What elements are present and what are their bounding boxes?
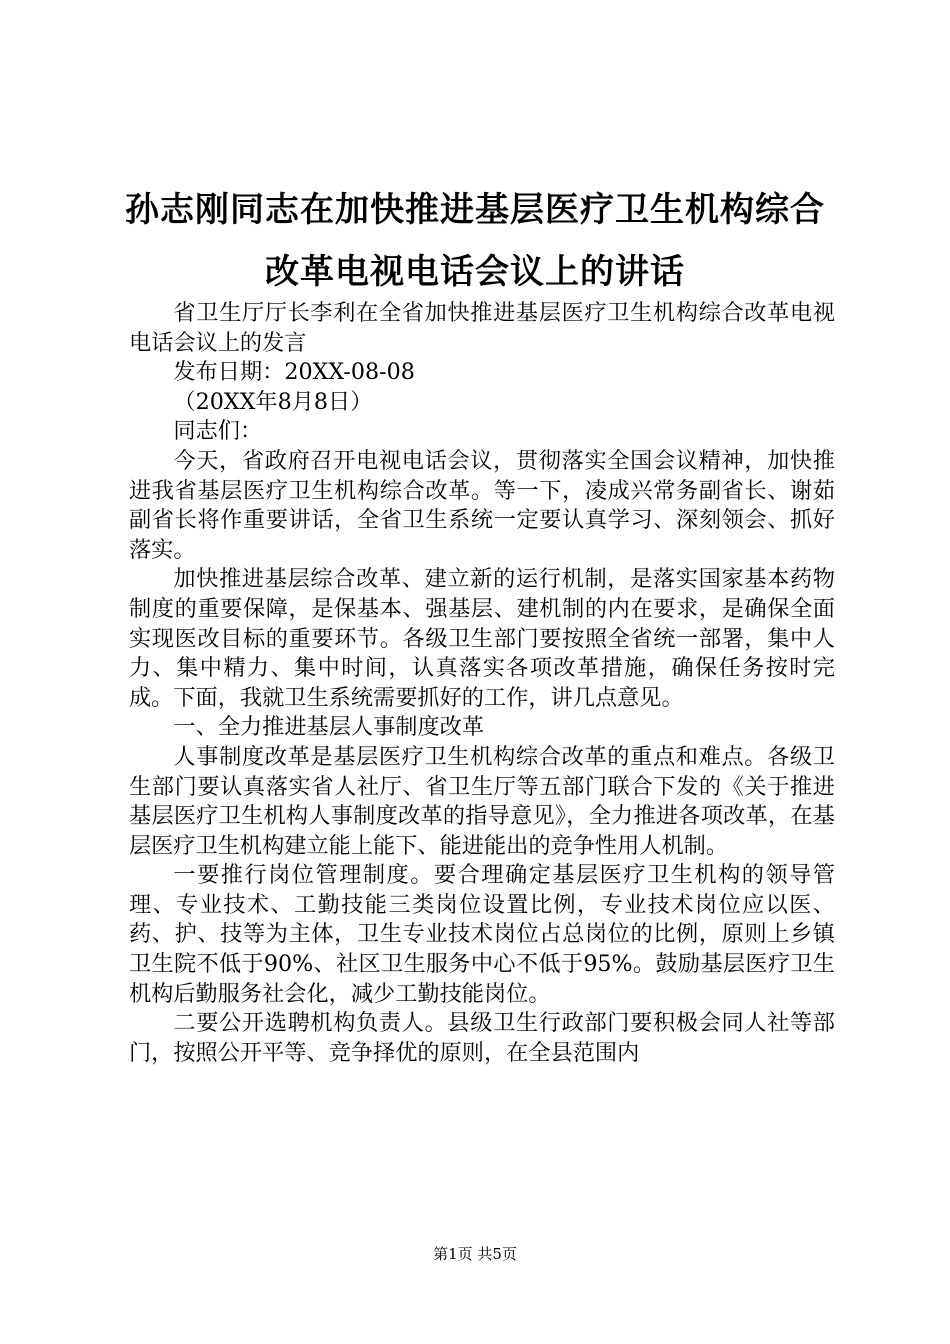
paragraph-intro: 今天，省政府召开电视电话会议，贯彻落实全国会议精神，加快推进我省基层医疗卫生机构综合改革。等一下，凌成兴常务副省长、谢茹副省长将作重要讲话，全省卫生系统一定要认真学习、深刻领会、抓好落实。 bbox=[129, 447, 835, 563]
paragraph-personnel-reform: 人事制度改革是基层医疗卫生机构综合改革的重点和难点。各级卫生部门要认真落实省人社厅、省卫生厅等五部门联合下发的《关于推进基层医疗卫生机构人事制度改革的指导意见》，全力推进各项改革，在基层医疗卫生机构建立能上能下、能进能出的竞争性用人机制。 bbox=[129, 743, 835, 859]
paragraph-publish-date: 发布日期：20XX-08-08 bbox=[173, 359, 415, 386]
paragraph-date: （20XX年8月8日） bbox=[173, 388, 373, 415]
paragraph-subtitle: 省卫生厅厅长李利在全省加快推进基层医疗卫生机构综合改革电视电话会议上的发言 bbox=[129, 300, 835, 356]
document-title-line-2: 改革电视电话会议上的讲话 bbox=[265, 252, 685, 292]
document-body bbox=[129, 299, 835, 1068]
section-heading-1: 一、全力推进基层人事制度改革 bbox=[173, 714, 485, 741]
paragraph-importance: 加快推进基层综合改革、建立新的运行机制，是落实国家基本药物制度的重要保障，是保基本、强基层、建机制的内在要求，是确保全面实现医改目标的重要环节。各级卫生部门要按照全省统一部署，集中人力、集中精力、集中时间，认真落实各项改革措施，确保任务按时完成。下面，我就卫生系统需要抓好的工作，讲几点意见。 bbox=[129, 566, 835, 711]
document-title-line-1: 孙志刚同志在加快推进基层医疗卫生机构综合 bbox=[125, 190, 825, 230]
paragraph-salutation: 同志们： bbox=[173, 418, 263, 445]
paragraph-post-management: 一要推行岗位管理制度。要合理确定基层医疗卫生机构的领导管理、专业技术、工勤技能三类岗位设置比例，专业技术岗位应以医、药、护、技等为主体，卫生专业技术岗位占总岗位的比例，原则上乡镇卫生院不低于90%、社区卫生服务中心不低于95%。鼓励基层医疗卫生机构后勤服务社会化，减少工勤技能岗位。 bbox=[129, 862, 835, 1007]
paragraph-open-selection: 二要公开选聘机构负责人。县级卫生行政部门要积极会同人社等部门，按照公开平等、竞争择优的原则，在全县范围内 bbox=[129, 1010, 835, 1066]
page-footer: 第1页 共5页 bbox=[433, 1245, 517, 1263]
